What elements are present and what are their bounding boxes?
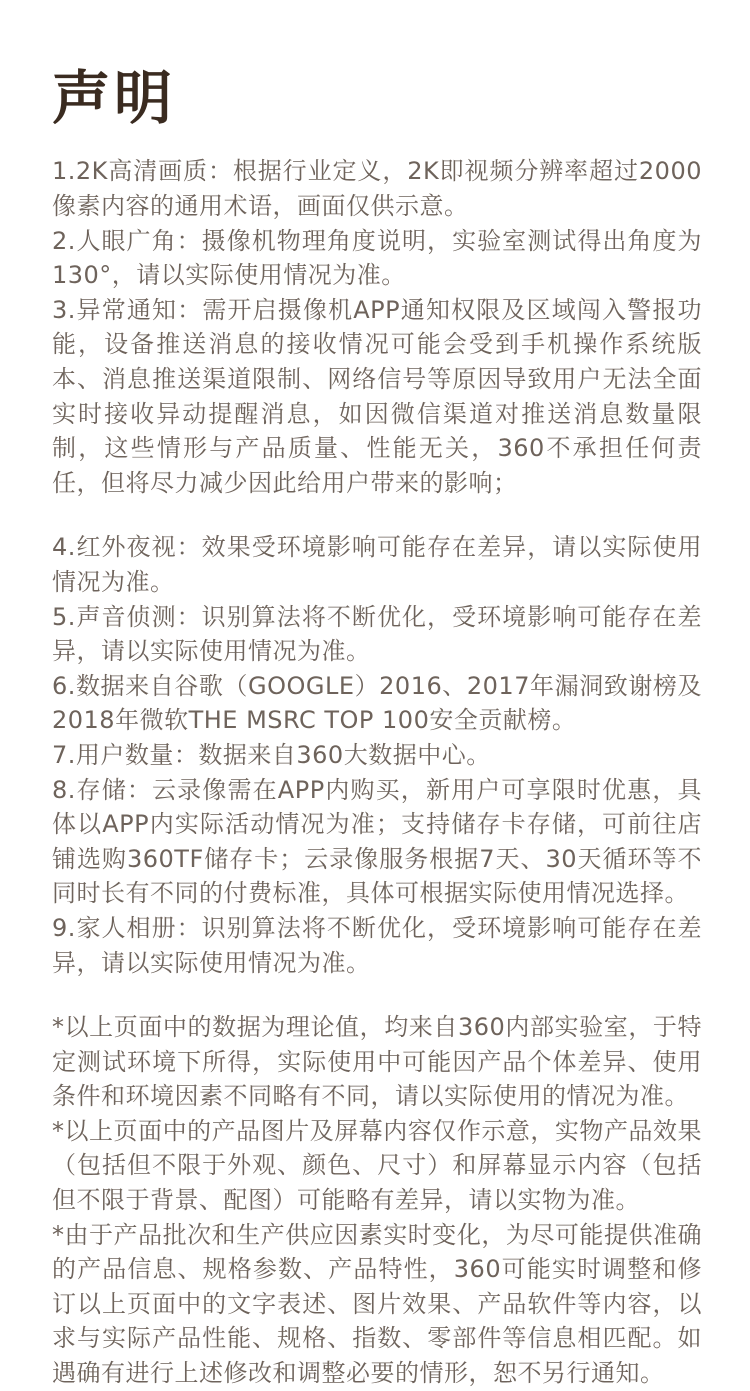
disclaimer-paragraph-1: 1.2K高清画质：根据行业定义，2K即视频分辨率超过2000像素内容的通用术语，画面仅供示意。 xyxy=(52,157,702,221)
disclaimer-paragraph-5: 5.声音侦测：识别算法将不断优化，受环境影响可能存在差异，请以实际使用情况为准。 xyxy=(52,602,702,666)
footnote-paragraph-3: *由于产品批次和生产供应因素实时变化，为尽可能提供准确的产品信息、规格参数、产品特性，360可能实时调整和修订以上页面中的文字表述、图片效果、产品软件等内容，以求与实际产品性能、规格、指数、零部件等信息相匹配。如遇确有进行上述修改和调整必要的情形，恕不另行通知。 xyxy=(52,1220,702,1388)
disclaimer-paragraph-9: 9.家人相册：识别算法将不断优化，受环境影响可能存在差异，请以实际使用情况为准。 xyxy=(52,913,702,977)
footnote-paragraph-1: *以上页面中的数据为理论值，均来自360内部实验室，于特定测试环境下所得，实际使用中可能因产品个体差异、使用条件和环境因素不同略有不同，请以实际使用的情况为准。 xyxy=(52,1013,702,1111)
disclaimer-group-footnotes xyxy=(52,1010,702,1391)
footnote-paragraph-2: *以上页面中的产品图片及屏幕内容仅作示意，实物产品效果（包括但不限于外观、颜色、尺寸）和屏幕显示内容（包括但不限于背景、配图）可能略有差异，请以实物为准。 xyxy=(52,1116,702,1215)
disclaimer-paragraph-4: 4.红外夜视：效果受环境影响可能存在差异，请以实际使用情况为准。 xyxy=(52,533,702,596)
disclaimer-paragraph-8: 8.存储：云录像需在APP内购买，新用户可享限时优惠，具体以APP内实际活动情况为准；支持储存卡存储，可前往店铺选购360TF储存卡；云录像服务根据7天、30天循环等不同时长有不同的付费标准，具体可根据实际使用情况选择。 xyxy=(52,775,702,908)
disclaimer-group-numbered-1-3 xyxy=(52,154,702,500)
disclaimer-paragraph-6: 6.数据来自谷歌（GOOGLE）2016、2017年漏洞致谢榜及2018年微软THE MSRC TOP 100安全贡献榜。 xyxy=(52,671,702,735)
disclaimer-paragraph-3: 3.异常通知：需开启摄像机APP通知权限及区域闯入警报功能，设备推送消息的接收情况可能会受到手机操作系统版本、消息推送渠道限制、网络信号等原因导致用户无法全面实时接收异动提醒消息，如因微信渠道对推送消息数量限制，这些情形与产品质量、性能无关，360不承担任何责任，但将尽力减少因此给用户带来的影响； xyxy=(52,295,702,497)
disclaimer-paragraph-7: 7.用户数量：数据来自360大数据中心。 xyxy=(52,740,491,769)
page-title: 声明 xyxy=(52,64,177,132)
disclaimer-paragraph-2: 2.人眼广角：摄像机物理角度说明，实验室测试得出角度为130°，请以实际使用情况为准。 xyxy=(52,226,702,290)
disclaimer-group-numbered-4-9 xyxy=(52,530,702,980)
